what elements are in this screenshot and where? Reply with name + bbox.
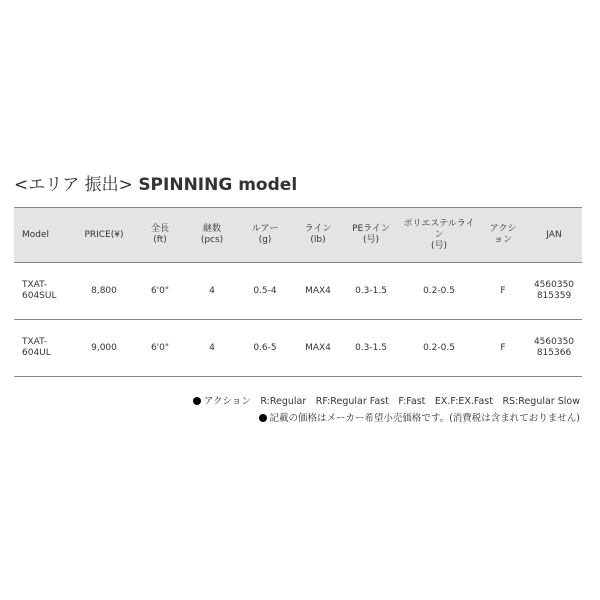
cell-jan: 4560350 815359: [526, 263, 582, 320]
header-polyester-line: ポリエステルライン (号): [398, 208, 480, 263]
title-model: SPINNING model: [138, 175, 298, 195]
header-pcs: 継数 (pcs): [186, 208, 238, 263]
header-jan: JAN: [526, 208, 582, 263]
spec-table: [14, 207, 582, 377]
cell-lure: 0.6-5: [238, 320, 292, 377]
footnotes: [193, 393, 580, 427]
page-title: [14, 170, 297, 195]
cell-lure: 0.5-4: [238, 263, 292, 320]
header-length: 全長 (ft): [134, 208, 186, 263]
cell-action: F: [480, 263, 526, 320]
cell-length: 6'0": [134, 320, 186, 377]
header-pe-line: PEライン (号): [344, 208, 398, 263]
cell-polyester-line: 0.2-0.5: [398, 263, 480, 320]
title-prefix: <エリア 振出>: [14, 175, 133, 195]
cell-pe-line: 0.3-1.5: [344, 263, 398, 320]
cell-pcs: 4: [186, 263, 238, 320]
cell-pcs: 4: [186, 320, 238, 377]
cell-model: TXAT- 604UL: [14, 320, 74, 377]
table-header-row: [14, 208, 582, 263]
cell-action: F: [480, 320, 526, 377]
bullet-icon: [259, 414, 267, 422]
header-price: PRICE(¥): [74, 208, 134, 263]
cell-line: MAX4: [292, 320, 344, 377]
cell-polyester-line: 0.2-0.5: [398, 320, 480, 377]
cell-pe-line: 0.3-1.5: [344, 320, 398, 377]
cell-model: TXAT- 604SUL: [14, 263, 74, 320]
header-model: Model: [14, 208, 74, 263]
cell-jan: 4560350 815366: [526, 320, 582, 377]
cell-price: 8,800: [74, 263, 134, 320]
cell-length: 6'0": [134, 263, 186, 320]
bullet-icon: [193, 397, 201, 405]
note-price: 記載の価格はメーカー希望小売価格です。(消費税は含まれておりません): [193, 410, 580, 427]
table-row: [14, 320, 582, 377]
header-line: ライン (lb): [292, 208, 344, 263]
cell-line: MAX4: [292, 263, 344, 320]
cell-price: 9,000: [74, 320, 134, 377]
table-row: [14, 263, 582, 320]
note-action-legend: アクション R:Regular RF:Regular Fast F:Fast EX.F:EX.Fast RS:Regular Slow: [193, 393, 580, 410]
header-lure: ルアー (g): [238, 208, 292, 263]
header-action: アクシ ョン: [480, 208, 526, 263]
